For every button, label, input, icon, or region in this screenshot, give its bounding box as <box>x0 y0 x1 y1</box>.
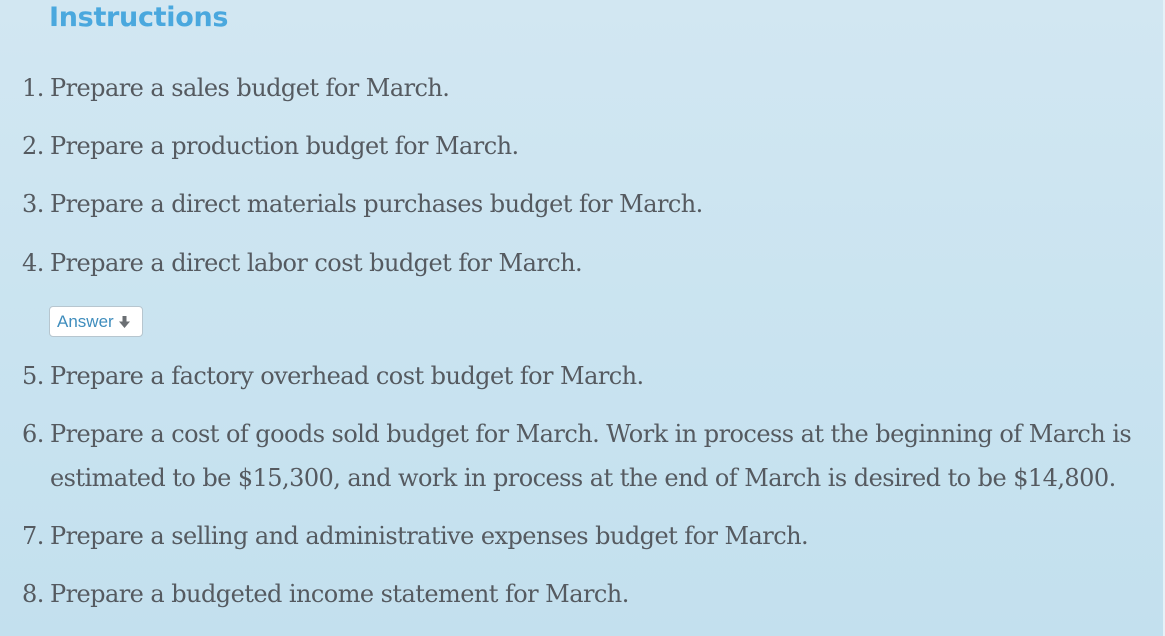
arrow-down-icon <box>119 316 130 328</box>
item-number: 7. <box>22 522 44 550</box>
list-item <box>22 182 703 226</box>
list-item <box>22 66 449 110</box>
item-text: Prepare a production budget for March. <box>50 132 519 160</box>
item-number: 5. <box>22 362 44 390</box>
page-title: Instructions <box>49 2 229 33</box>
item-number: 1. <box>22 74 44 102</box>
item-number: 8. <box>22 580 44 608</box>
item-text: Prepare a selling and administrative expenses budget for March. <box>50 522 809 550</box>
item-text-line: Prepare a cost of goods sold budget for March. Work in process at the beginning of March is <box>50 420 1132 448</box>
list-item <box>22 514 808 558</box>
item-text <box>50 412 1131 500</box>
list-item <box>22 124 519 168</box>
list-item <box>22 354 644 398</box>
answer-button[interactable] <box>49 306 143 337</box>
item-text: Prepare a sales budget for March. <box>50 74 450 102</box>
item-text: Prepare a factory overhead cost budget for March. <box>50 362 644 390</box>
list-item <box>22 241 582 285</box>
item-number: 2. <box>22 132 44 160</box>
list-item <box>22 412 1131 500</box>
item-number: 4. <box>22 249 44 277</box>
answer-button-label: Answer <box>57 311 114 331</box>
list-item <box>22 572 629 616</box>
item-text: Prepare a direct materials purchases budget for March. <box>50 190 703 218</box>
item-number: 6. <box>22 420 44 448</box>
item-text: Prepare a direct labor cost budget for March. <box>50 249 583 277</box>
item-number: 3. <box>22 190 44 218</box>
item-text: Prepare a budgeted income statement for March. <box>50 580 629 608</box>
item-text-line: estimated to be $15,300, and work in process at the end of March is desired to be $14,800. <box>50 464 1116 492</box>
